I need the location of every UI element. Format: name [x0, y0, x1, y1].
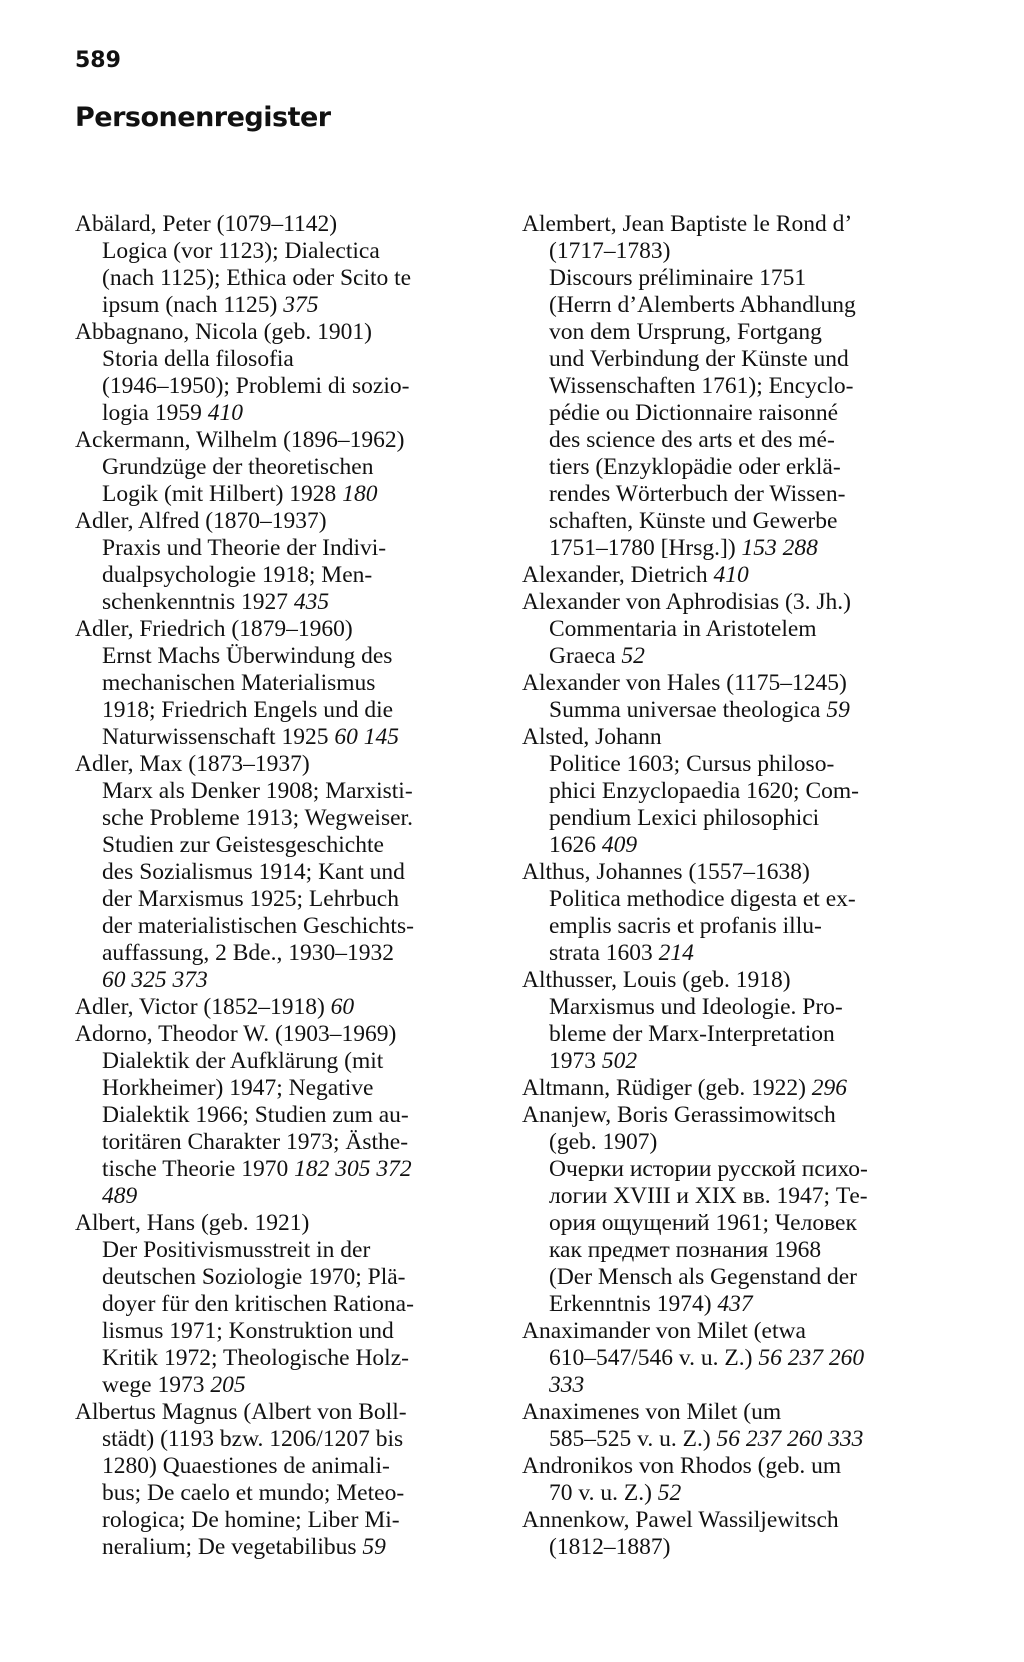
- entry-line-text: (1946–1950); Problemi di sozio-: [102, 373, 410, 399]
- entry-text: [522, 427, 962, 454]
- entry-text: [522, 616, 962, 643]
- entry-line-text: Ananjew, Boris Gerassimowitsch: [522, 1102, 836, 1128]
- entry-line-text: städt) (1193 bzw. 1206/1207 bis: [102, 1426, 404, 1452]
- entry-line-text: Alsted, Johann: [522, 724, 662, 750]
- entry-heading: [75, 211, 495, 238]
- entry-line-text: Studien zur Geistesgeschichte: [102, 832, 384, 858]
- entry-heading: [75, 1210, 495, 1237]
- entry-line-text: 1973: [549, 1048, 596, 1074]
- entry-line-text: логии XVIII и XIX вв. 1947; Те-: [549, 1183, 868, 1209]
- entry-text: [522, 346, 962, 373]
- page-references: 60: [330, 994, 355, 1020]
- entry-line-text: (1812–1887): [549, 1534, 671, 1560]
- entry-line-text: Althusser, Louis (geb. 1918): [522, 967, 791, 993]
- index-entry: [75, 1210, 495, 1399]
- entry-line-text: Marx als Denker 1908; Marxisti-: [102, 778, 413, 804]
- entry-line-text: Graeca: [549, 643, 616, 669]
- entry-text: [75, 832, 495, 859]
- entry-line-text: Alexander von Aphrodisias (3. Jh.): [522, 589, 851, 615]
- page-references: 52: [657, 1480, 682, 1506]
- entry-line-text: Abbagnano, Nicola (geb. 1901): [75, 319, 372, 345]
- entry-text: [522, 265, 962, 292]
- entry-text: [522, 1156, 962, 1183]
- entry-text: [75, 481, 495, 508]
- page-references: 410: [713, 562, 749, 588]
- index-entry: [522, 589, 962, 670]
- entry-text: [75, 1453, 495, 1480]
- entry-heading: [75, 994, 495, 1021]
- entry-line-text: Grundzüge der theoretischen: [102, 454, 374, 480]
- entry-text: [75, 643, 495, 670]
- entry-text: [522, 940, 962, 967]
- entry-line-text: ория ощущений 1961; Человек: [549, 1210, 857, 1236]
- entry-text: [75, 1291, 495, 1318]
- entry-line-text: Ernst Machs Überwindung des: [102, 643, 393, 669]
- entry-heading: [522, 1453, 962, 1480]
- page-references: 60 325 373: [102, 967, 208, 993]
- entry-line-text: des Sozialismus 1914; Kant und: [102, 859, 405, 885]
- entry-text: [75, 778, 495, 805]
- entry-line-text: Kritik 1972; Theologische Holz-: [102, 1345, 409, 1371]
- entry-text: [75, 724, 495, 751]
- entry-line-text: 610–547/546 v. u. Z.): [549, 1345, 753, 1371]
- entry-line-text: (nach 1125); Ethica oder Scito te: [102, 265, 412, 291]
- entry-heading: [522, 1507, 962, 1534]
- entry-line-text: Naturwissenschaft 1925: [102, 724, 329, 750]
- page-references: 56 237 260 333: [716, 1426, 864, 1452]
- entry-text: [522, 454, 962, 481]
- entry-text: [522, 1048, 962, 1075]
- entry-line-text: Marxismus und Ideologie. Pro-: [549, 994, 843, 1020]
- index-entry: [75, 751, 495, 994]
- entry-text: [522, 508, 962, 535]
- entry-line-text: Очерки истории русской психо-: [549, 1156, 868, 1182]
- entry-text: [75, 1264, 495, 1291]
- page-references: 180: [342, 481, 378, 507]
- entry-heading: [522, 1102, 962, 1129]
- index-entry: [522, 1318, 962, 1399]
- entry-heading: [522, 967, 962, 994]
- page-references: 182 305 372: [294, 1156, 412, 1182]
- entry-line-text: Praxis und Theorie der Indivi-: [102, 535, 387, 561]
- entry-line-text: Abälard, Peter (1079–1142): [75, 211, 338, 237]
- entry-text: [522, 1210, 962, 1237]
- index-entry: [75, 994, 495, 1021]
- entry-heading: [522, 1399, 962, 1426]
- entry-line-text: pendium Lexici philosophici: [549, 805, 820, 831]
- entry-text: [522, 1291, 962, 1318]
- page-references: 409: [601, 832, 638, 858]
- entry-text: [75, 1372, 495, 1399]
- entry-line-text: des science des arts et des mé-: [549, 427, 835, 453]
- entry-line-text: Adler, Max (1873–1937): [75, 751, 310, 777]
- entry-line-text: Commentaria in Aristotelem: [549, 616, 817, 642]
- entry-heading: [75, 508, 495, 535]
- index-entry: [75, 1399, 495, 1561]
- entry-line-text: Storia della filosofia: [102, 346, 294, 372]
- entry-line-text: dualpsychologie 1918; Men-: [102, 562, 373, 588]
- index-entry: [522, 670, 962, 724]
- index-entry: [75, 508, 495, 616]
- page-references: 375: [283, 292, 319, 318]
- entry-text: [75, 670, 495, 697]
- entry-line-text: (1717–1783): [549, 238, 671, 264]
- entry-text: [522, 238, 962, 265]
- page-number: 589: [75, 48, 121, 73]
- entry-text: [522, 1534, 962, 1561]
- entry-text: [522, 778, 962, 805]
- page-references: 205: [210, 1372, 246, 1398]
- entry-text: [522, 1129, 962, 1156]
- entry-line-text: ipsum (nach 1125): [102, 292, 278, 318]
- entry-line-text: toritären Charakter 1973; Ästhe-: [102, 1129, 409, 1155]
- entry-line-text: mechanischen Materialismus: [102, 670, 376, 696]
- index-entry: [75, 616, 495, 751]
- index-entry: [522, 859, 962, 967]
- entry-text: [522, 535, 962, 562]
- entry-heading: [522, 1318, 962, 1345]
- entry-text: [522, 886, 962, 913]
- entry-text: [522, 643, 962, 670]
- entry-text: [522, 1480, 962, 1507]
- index-entry: [522, 724, 962, 859]
- entry-text: [522, 1237, 962, 1264]
- entry-line-text: Politica methodice digesta et ex-: [549, 886, 856, 912]
- entry-heading: [522, 724, 962, 751]
- entry-line-text: Alexander, Dietrich: [522, 562, 708, 588]
- entry-line-text: logia 1959: [102, 400, 202, 426]
- entry-line-text: Adler, Victor (1852–1918): [75, 994, 325, 1020]
- entry-line-text: tische Theorie 1970: [102, 1156, 289, 1182]
- entry-line-text: Adler, Friedrich (1879–1960): [75, 616, 353, 642]
- entry-line-text: 1280) Quaestiones de animali-: [102, 1453, 390, 1479]
- page-references: 489: [102, 1183, 138, 1209]
- entry-heading: [522, 562, 962, 589]
- entry-text: [522, 1021, 962, 1048]
- entry-line-text: Anaximander von Milet (etwa: [522, 1318, 806, 1344]
- entry-text: [522, 292, 962, 319]
- entry-heading: [75, 616, 495, 643]
- entry-line-text: Ackermann, Wilhelm (1896–1962): [75, 427, 405, 453]
- entry-line-text: der materialistischen Geschichts-: [102, 913, 414, 939]
- page-references: 59: [826, 697, 850, 723]
- entry-line-text: Horkheimer) 1947; Negative: [102, 1075, 374, 1101]
- entry-text: [75, 1102, 495, 1129]
- entry-line-text: Der Positivismusstreit in der: [102, 1237, 371, 1263]
- entry-text: [522, 1426, 962, 1453]
- entry-text: [522, 481, 962, 508]
- entry-line-text: rendes Wörterbuch der Wissen-: [549, 481, 846, 507]
- entry-heading: [522, 859, 962, 886]
- page-references: 214: [658, 940, 694, 966]
- entry-text: [522, 1264, 962, 1291]
- entry-line-text: 1751–1780 [Hrsg.]): [549, 535, 736, 561]
- entry-line-text: wege 1973: [102, 1372, 205, 1398]
- entry-line-text: sche Probleme 1913; Wegweiser.: [102, 805, 413, 831]
- entry-line-text: 585–525 v. u. Z.): [549, 1426, 711, 1452]
- entry-line-text: und Verbindung der Künste und: [549, 346, 849, 372]
- entry-line-text: Logica (vor 1123); Dialectica: [102, 238, 380, 264]
- entry-line-text: Logik (mit Hilbert) 1928: [102, 481, 337, 507]
- entry-line-text: der Marxismus 1925; Lehrbuch: [102, 886, 399, 912]
- entry-text: [75, 1156, 495, 1183]
- entry-heading: [75, 427, 495, 454]
- entry-text: [522, 805, 962, 832]
- entry-line-text: 1626: [549, 832, 596, 858]
- entry-line-text: Politice 1603; Cursus philoso-: [549, 751, 835, 777]
- entry-heading: [75, 1399, 495, 1426]
- entry-text: [75, 1534, 495, 1561]
- entry-text: [522, 832, 962, 859]
- entry-text: [522, 913, 962, 940]
- index-entry: [522, 1102, 962, 1318]
- page-references: 60 145: [334, 724, 399, 750]
- entry-text: [75, 346, 495, 373]
- entry-line-text: Summa universae theologica: [549, 697, 821, 723]
- entry-text: [75, 265, 495, 292]
- entry-line-text: Adorno, Theodor W. (1903–1969): [75, 1021, 397, 1047]
- entry-line-text: (Der Mensch als Gegenstand der: [549, 1264, 858, 1290]
- index-entry: [75, 427, 495, 508]
- entry-text: [75, 238, 495, 265]
- entry-line-text: neralium; De vegetabilibus: [102, 1534, 357, 1560]
- entry-line-text: tiers (Enzyklopädie oder erklä-: [549, 454, 841, 480]
- page-references: 56 237 260: [758, 1345, 865, 1371]
- page-references: 437: [717, 1291, 753, 1317]
- entry-text: [75, 859, 495, 886]
- entry-text: [75, 940, 495, 967]
- entry-line-text: Alembert, Jean Baptiste le Rond d’: [522, 211, 853, 237]
- entry-line-text: (geb. 1907): [549, 1129, 658, 1155]
- entry-line-text: doyer für den kritischen Rationa-: [102, 1291, 414, 1317]
- entry-text: [75, 697, 495, 724]
- entry-line-text: schaften, Künste und Gewerbe: [549, 508, 838, 534]
- entry-text: [522, 697, 962, 724]
- entry-heading: [522, 670, 962, 697]
- entry-text: [522, 1183, 962, 1210]
- entry-line-text: rologica; De homine; Liber Mi-: [102, 1507, 400, 1533]
- entry-text: [75, 1129, 495, 1156]
- index-entry: [522, 1453, 962, 1507]
- entry-line-text: bleme der Marx-Interpretation: [549, 1021, 835, 1047]
- entry-text: [75, 292, 495, 319]
- entry-line-text: Altmann, Rüdiger (geb. 1922): [522, 1075, 806, 1101]
- entry-line-text: deutschen Soziologie 1970; Plä-: [102, 1264, 406, 1290]
- index-entry: [75, 1021, 495, 1210]
- entry-line-text: pédie ou Dictionnaire raisonné: [549, 400, 839, 426]
- entry-line-text: Annenkow, Pawel Wassiljewitsch: [522, 1507, 839, 1533]
- entry-line-text: Albert, Hans (geb. 1921): [75, 1210, 310, 1236]
- entry-heading: [75, 1021, 495, 1048]
- entry-text: [522, 1372, 962, 1399]
- entry-text: [75, 1183, 495, 1210]
- page-references: 296: [811, 1075, 848, 1101]
- entry-line-text: Althus, Johannes (1557–1638): [522, 859, 810, 885]
- entry-line-text: Alexander von Hales (1175–1245): [522, 670, 847, 696]
- entry-text: [75, 886, 495, 913]
- page-references: 153 288: [741, 535, 818, 561]
- entry-line-text: phici Enzyclopaedia 1620; Com-: [549, 778, 859, 804]
- entry-text: [522, 400, 962, 427]
- entry-heading: [522, 589, 962, 616]
- index-column-right: [522, 211, 962, 1561]
- entry-line-text: auffassung, 2 Bde., 1930–1932: [102, 940, 394, 966]
- entry-text: [75, 913, 495, 940]
- entry-line-text: Dialektik der Aufklärung (mit: [102, 1048, 384, 1074]
- index-entry: [522, 1075, 962, 1102]
- page-title: Personenregister: [75, 102, 331, 133]
- entry-text: [75, 1480, 495, 1507]
- entry-text: [75, 535, 495, 562]
- entry-line-text: Anaximenes von Milet (um: [522, 1399, 782, 1425]
- entry-text: [75, 373, 495, 400]
- entry-text: [75, 967, 495, 994]
- index-entry: [522, 967, 962, 1075]
- entry-line-text: (Herrn d’Alemberts Abhandlung: [549, 292, 856, 318]
- index-entry: [75, 319, 495, 427]
- entry-line-text: von dem Ursprung, Fortgang: [549, 319, 822, 345]
- entry-line-text: strata 1603: [549, 940, 653, 966]
- entry-line-text: lismus 1971; Konstruktion und: [102, 1318, 394, 1344]
- entry-text: [522, 373, 962, 400]
- entry-text: [75, 589, 495, 616]
- entry-line-text: 70 v. u. Z.): [549, 1480, 652, 1506]
- entry-line-text: Albertus Magnus (Albert von Boll-: [75, 1399, 407, 1425]
- entry-heading: [75, 319, 495, 346]
- page-references: 410: [207, 400, 243, 426]
- entry-line-text: 1918; Friedrich Engels und die: [102, 697, 394, 723]
- entry-text: [75, 454, 495, 481]
- entry-text: [522, 751, 962, 778]
- entry-line-text: bus; De caelo et mundo; Meteo-: [102, 1480, 405, 1506]
- index-entry: [75, 211, 495, 319]
- index-column-left: [75, 211, 495, 1561]
- entry-line-text: Adler, Alfred (1870–1937): [75, 508, 327, 534]
- entry-line-text: schenkenntnis 1927: [102, 589, 289, 615]
- entry-text: [75, 1507, 495, 1534]
- entry-text: [75, 1426, 495, 1453]
- entry-line-text: Erkenntnis 1974): [549, 1291, 712, 1317]
- index-entry: [522, 211, 962, 562]
- page-references: 59: [362, 1534, 386, 1560]
- entry-text: [522, 319, 962, 346]
- index-entry: [522, 562, 962, 589]
- page-references: 333: [549, 1372, 585, 1398]
- entry-line-text: Wissenschaften 1761); Encyclo-: [549, 373, 854, 399]
- entry-text: [75, 562, 495, 589]
- entry-text: [75, 1318, 495, 1345]
- entry-text: [75, 1048, 495, 1075]
- entry-text: [75, 1345, 495, 1372]
- entry-line-text: как предмет познания 1968: [549, 1237, 822, 1263]
- page-references: 502: [601, 1048, 638, 1074]
- entry-line-text: Andronikos von Rhodos (geb. um: [522, 1453, 842, 1479]
- page-references: 52: [621, 643, 645, 669]
- page-references: 435: [293, 589, 330, 615]
- index-entry: [522, 1399, 962, 1453]
- entry-text: [75, 400, 495, 427]
- entry-line-text: emplis sacris et profanis illu-: [549, 913, 822, 939]
- entry-heading: [75, 751, 495, 778]
- index-entry: [522, 1507, 962, 1561]
- entry-text: [75, 1237, 495, 1264]
- entry-text: [522, 1345, 962, 1372]
- entry-text: [75, 805, 495, 832]
- entry-text: [75, 1075, 495, 1102]
- entry-text: [522, 994, 962, 1021]
- entry-line-text: Dialektik 1966; Studien zum au-: [102, 1102, 409, 1128]
- entry-heading: [522, 211, 962, 238]
- entry-line-text: Discours préliminaire 1751: [549, 265, 807, 291]
- entry-heading: [522, 1075, 962, 1102]
